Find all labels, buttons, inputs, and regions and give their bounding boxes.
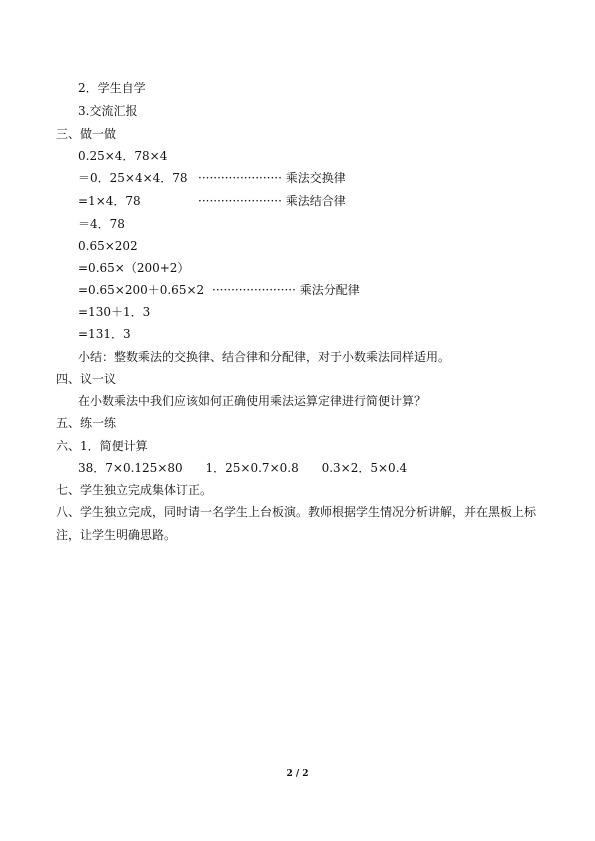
- note-associative-law: ······················ 乘法结合律: [198, 194, 346, 208]
- expr-1-line-1: 0.25×4．78×4: [78, 149, 168, 163]
- expr-2-line-5: =131．3: [78, 327, 131, 341]
- section-7-text: 七、学生独立完成集体订正。: [56, 483, 213, 497]
- expr-2-line-3: =0.65×200＋0.65×2: [78, 283, 205, 297]
- section-4-heading: 四、议一议: [56, 372, 117, 386]
- section-8-text-line-2: 注，让学生明确思路。: [56, 528, 177, 542]
- note-distributive-law: ······················ 乘法分配律: [212, 283, 360, 297]
- discussion-question: 在小数乘法中我们应该如何正确使用乘法运算定律进行简便计算？: [78, 394, 427, 408]
- expr-2-line-1: 0.65×202: [78, 239, 138, 253]
- expr-1-line-2: ＝0．25×4×4．78: [78, 171, 188, 185]
- step-3-report: 3.交流汇报: [78, 104, 138, 118]
- summary-text: 小结：整数乘法的交换律、结合律和分配律，对于小数乘法同样适用。: [78, 350, 451, 364]
- expr-1-line-4: ＝4．78: [78, 217, 125, 231]
- expr-1-line-3: =1×4．78: [78, 194, 141, 208]
- page-number: 2 / 2: [286, 769, 309, 779]
- section-3-heading: 三、做一做: [56, 127, 117, 141]
- note-commutative-law: ······················ 乘法交换律: [198, 171, 346, 185]
- section-5-heading: 五、练一练: [56, 416, 117, 430]
- step-2-self-study: 2．学生自学: [78, 81, 146, 95]
- section-6-heading: 六、1．简便计算: [56, 439, 148, 453]
- section-8-text-line-1: 八、学生独立完成，同时请一名学生上台板演。教师根据学生情况分析讲解，并在黑板上标: [56, 505, 537, 519]
- expr-2-line-2: =0.65×（200+2）: [78, 261, 190, 275]
- expr-2-line-4: =130＋1．3: [78, 305, 151, 319]
- exercise-expressions: 38．7×0.125×80 1．25×0.7×0.8 0.3×2．5×0.4: [78, 461, 408, 475]
